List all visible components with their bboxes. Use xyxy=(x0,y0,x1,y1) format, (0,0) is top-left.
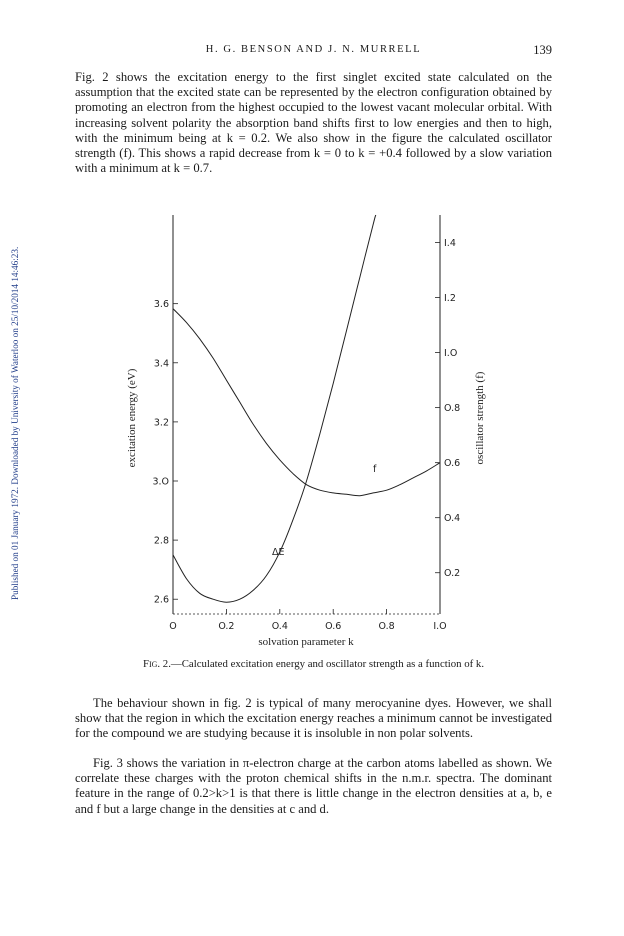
header-authors: H. G. BENSON AND J. N. MURRELL xyxy=(205,44,422,55)
paragraph-fig3: Fig. 3 shows the variation in π-electron charge at the carbon atoms labelled as shown. We correlate these charges with the proton chemical shifts in the n.m.r. spectra. The dominant feature in the range of 0.2>k>1 is that there is little change in the electron densities at a, b, e and f but a large change in the densities at c and d. xyxy=(75,756,552,816)
x-axis-title: solvation parameter k xyxy=(258,636,354,648)
caption-text: —Calculated excitation energy and oscillator strength as a function of k. xyxy=(170,658,485,670)
figure-caption xyxy=(75,658,552,670)
y2-tick-label: I.4 xyxy=(444,238,456,250)
y-axis-title: excitation energy (eV) xyxy=(126,368,138,468)
y2-tick-label: O.6 xyxy=(444,458,461,470)
y2-tick-label: O.2 xyxy=(444,568,461,580)
y-tick-label: 3.6 xyxy=(153,299,169,311)
download-notice-text: Published on 01 January 1972. Downloaded by University of Waterloo on 25/10/2014 14:46:23. xyxy=(10,246,20,600)
y2-tick-label: I.O xyxy=(444,348,458,360)
y2-tick-label: I.2 xyxy=(444,293,456,305)
x-tick-label: O.8 xyxy=(378,621,395,632)
chart-frame xyxy=(173,215,440,614)
y-tick-label: 2.6 xyxy=(153,594,169,606)
paragraph-fig2-description: Fig. 2 shows the excitation energy to the first singlet excited state calculated on the assumption that the excited state can be represented by the electron configuration obtained by promoting an electron from the highest occupied to the lowest vacant molecular orbital. With increasing solvent polarity the absorption band shifts first to low energies and then to high, with the minimum being at k = 0.2. We also show in the figure the calculated oscillator strength (f). This shows a rapid decrease from k = 0 to k = +0.4 followed by a slow variation with a minimum at k = 0.7. xyxy=(75,70,552,176)
series-line-excitation-energy xyxy=(173,215,376,602)
y-tick-label: 3.4 xyxy=(153,358,169,370)
y2-tick-label: O.8 xyxy=(444,403,461,415)
paragraph-behaviour: The behaviour shown in fig. 2 is typical of many merocyanine dyes. However, we shall show that the region in which the excitation energy reaches a minimum cannot be investigated for the compound we are studying because it is insoluble in non polar solvents. xyxy=(75,696,552,741)
y-tick-label: 3.2 xyxy=(153,417,169,429)
x-tick-label: O.6 xyxy=(325,621,342,632)
series-line-oscillator-strength xyxy=(173,309,440,496)
page-number: 139 xyxy=(533,43,552,57)
x-tick-label: O xyxy=(169,621,177,632)
x-ticks xyxy=(169,609,446,632)
y-ticks xyxy=(152,299,178,606)
x-tick-label: O.4 xyxy=(271,621,288,632)
y-tick-label: 3.O xyxy=(152,476,169,488)
curve-label-f: f xyxy=(373,464,377,475)
x-tick-label: O.2 xyxy=(218,621,235,632)
x-tick-label: I.O xyxy=(433,621,447,632)
chart-curves xyxy=(173,215,440,602)
curve-label-delta-e: ΔE xyxy=(272,547,285,558)
caption-label: Fig. 2. xyxy=(142,658,171,670)
y2-ticks xyxy=(435,238,460,579)
y-tick-label: 2.8 xyxy=(153,535,169,547)
y2-axis-title: oscillator strength (f) xyxy=(474,371,486,465)
y2-tick-label: O.4 xyxy=(444,513,461,525)
